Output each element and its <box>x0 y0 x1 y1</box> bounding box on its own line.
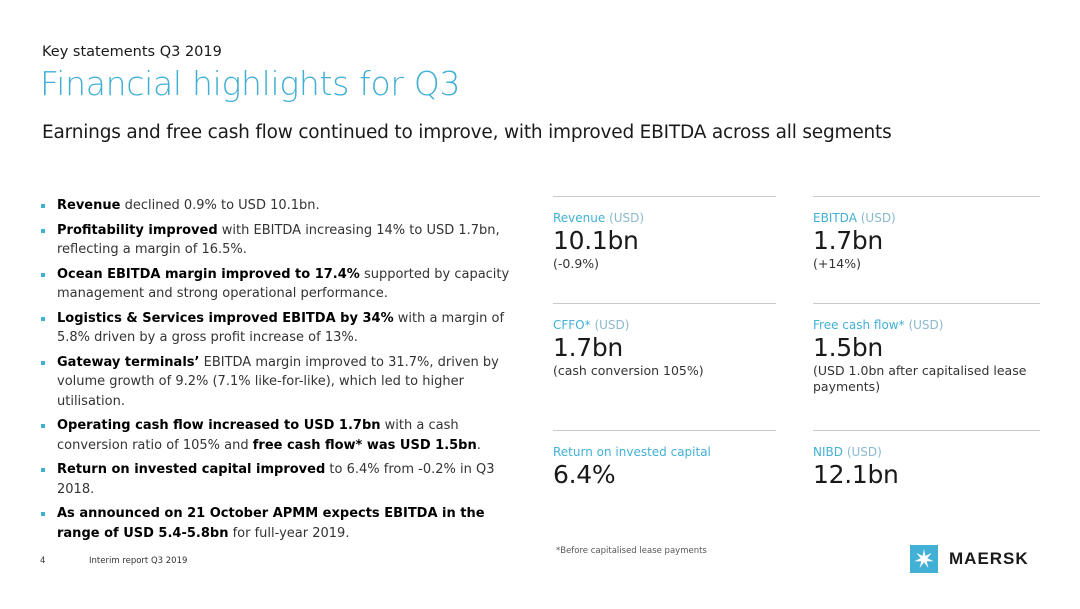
maersk-logo <box>910 545 1029 573</box>
kpi-note: (USD 1.0bn after capitalised lease payments) <box>813 363 1027 394</box>
kpi-card-cffo: CFFO* (USD) 1.7bn (cash conversion 105%) <box>553 303 776 379</box>
kpi-value: 6.4% <box>553 460 616 489</box>
bullet-revenue: Revenue declined 0.9% to USD 10.1bn. <box>40 196 510 216</box>
kpi-card-ebitda: EBITDA (USD) 1.7bn (+14%) <box>813 196 1040 272</box>
supertitle: Key statements Q3 2019 <box>42 44 222 60</box>
logo-wordmark: MAERSK <box>949 549 1029 568</box>
kpi-note: (cash conversion 105%) <box>553 363 704 378</box>
highlights-list <box>40 196 510 548</box>
kpi-note: (-0.9%) <box>553 256 600 271</box>
seven-point-star-icon <box>910 545 938 573</box>
kpi-value: 10.1bn <box>553 226 639 255</box>
bullet-gateway: Gateway terminals’ EBITDA margin improved to 31.7%, driven by volume growth of 9.2% (7.1% like-for-like), which led to higher utilisation. <box>40 353 510 412</box>
footer-text: Interim report Q3 2019 <box>89 556 188 566</box>
kpi-value: 12.1bn <box>813 460 899 489</box>
page-number: 4 <box>40 556 46 566</box>
kpi-card-nibd: NIBD (USD) 12.1bn <box>813 430 1040 489</box>
kpi-value: 1.7bn <box>813 226 883 255</box>
kpi-card-free-cash-flow: Free cash flow* (USD) 1.5bn (USD 1.0bn after capitalised lease payments) <box>813 303 1040 395</box>
bullet-cash-flow: Operating cash flow increased to USD 1.7bn with a cash conversion ratio of 105% and free cash flow* was USD 1.5bn. <box>40 416 510 455</box>
kpi-card-revenue: Revenue (USD) 10.1bn (-0.9%) <box>553 196 776 272</box>
bullet-logistics: Logistics & Services improved EBITDA by 34% with a margin of 5.8% driven by a gross profit increase of 13%. <box>40 309 510 348</box>
kpi-value: 1.5bn <box>813 333 883 362</box>
bullet-ocean: Ocean EBITDA margin improved to 17.4% supported by capacity management and strong operational performance. <box>40 265 510 304</box>
kpi-card-roic: Return on invested capital 6.4% <box>553 430 776 489</box>
bullet-profitability: Profitability improved with EBITDA increasing 14% to USD 1.7bn, reflecting a margin of 16.5%. <box>40 221 510 260</box>
bullet-roic: Return on invested capital improved to 6.4% from -0.2% in Q3 2018. <box>40 460 510 499</box>
page-title: Financial highlights for Q3 <box>40 64 461 103</box>
kpi-note: (+14%) <box>813 256 862 271</box>
kpi-value: 1.7bn <box>553 333 623 362</box>
page-subtitle: Earnings and free cash flow continued to improve, with improved EBITDA across all segments <box>42 122 892 143</box>
bullet-guidance: As announced on 21 October APMM expects EBITDA in the range of USD 5.4-5.8bn for full-year 2019. <box>40 504 510 543</box>
footnote: *Before capitalised lease payments <box>556 546 707 556</box>
